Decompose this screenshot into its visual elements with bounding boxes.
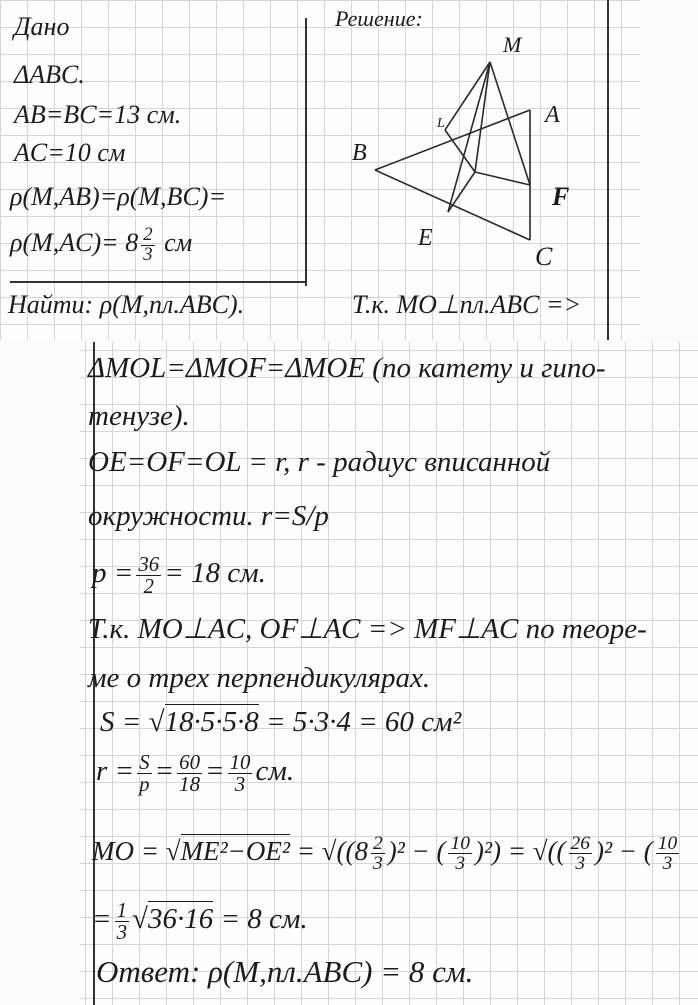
- step-line: = $\frac{1}{3}$ √36·16 = 8 см.: [92, 898, 308, 944]
- fraction: $\frac{2}{3}$: [143, 224, 153, 265]
- given-line: ρ(M,AB)=ρ(M,BC)=: [10, 182, 226, 211]
- given-line: ΔABC.: [14, 60, 85, 89]
- segment-ME: [448, 62, 490, 212]
- step-line: ме о трех перпендикулярах.: [88, 662, 431, 694]
- given-line-text: ρ(M,AC)=: [10, 228, 119, 258]
- solution-heading: Решение:: [335, 6, 423, 31]
- step-line: тенузе).: [88, 400, 190, 432]
- label-B: B: [352, 140, 367, 166]
- pyramid-diagram: [0, 0, 640, 340]
- step-line: S = √18·5·5·8 = 5·3·4 = 60 см²: [100, 706, 462, 738]
- solution-start: Т.к. MO⊥пл.ABC =>: [352, 290, 582, 319]
- given-heading: Дано: [14, 12, 70, 41]
- answer-line: Ответ: ρ(M,пл.ABC) = 8 см.: [96, 954, 474, 989]
- given-line: AC=10 см: [14, 138, 126, 167]
- segment-ML: [445, 62, 490, 130]
- step-line: окружности. r=S/p: [88, 500, 329, 532]
- step-line: p = $\frac{36}{2}$ = 18 см.: [92, 552, 266, 598]
- given-section-photo: [0, 0, 640, 340]
- mixed-number-whole: 8: [125, 228, 139, 258]
- step-line: r = $\frac{S}{p}$ = $\frac{60}{18}$ = $\frac{10}{3}$ см.: [96, 750, 295, 796]
- label-A: A: [545, 102, 560, 128]
- step-line: ΔMOL=ΔMOF=ΔMOE (по катету и гипо-: [88, 352, 606, 384]
- label-E: E: [418, 225, 433, 251]
- segment-MO: [475, 62, 490, 172]
- step-line: Т.к. MO⊥AC, OF⊥AC => MF⊥AC по теоре-: [88, 613, 647, 645]
- label-M: M: [503, 32, 522, 57]
- segment-OF: [475, 172, 530, 185]
- unit: см: [164, 228, 193, 258]
- segment-OE: [448, 172, 475, 212]
- find-text: Найти: ρ(M,пл.ABC).: [8, 290, 245, 319]
- given-line: AB=BC=13 см.: [14, 100, 182, 129]
- step-line: MO = √ME²−OE² = √((8 $\frac{2}{3}$ )² − ( $\frac{10}{3}$ )²) = √(( $\frac{26}{3}$ )² − ( $\frac{10}{3}$: [92, 833, 678, 875]
- step-line: OE=OF=OL = r, r - радиус вписанной: [88, 446, 551, 478]
- label-C: C: [535, 242, 553, 271]
- label-F: F: [552, 182, 570, 211]
- label-L: L: [437, 116, 445, 131]
- solution-section-photo: [80, 342, 698, 1005]
